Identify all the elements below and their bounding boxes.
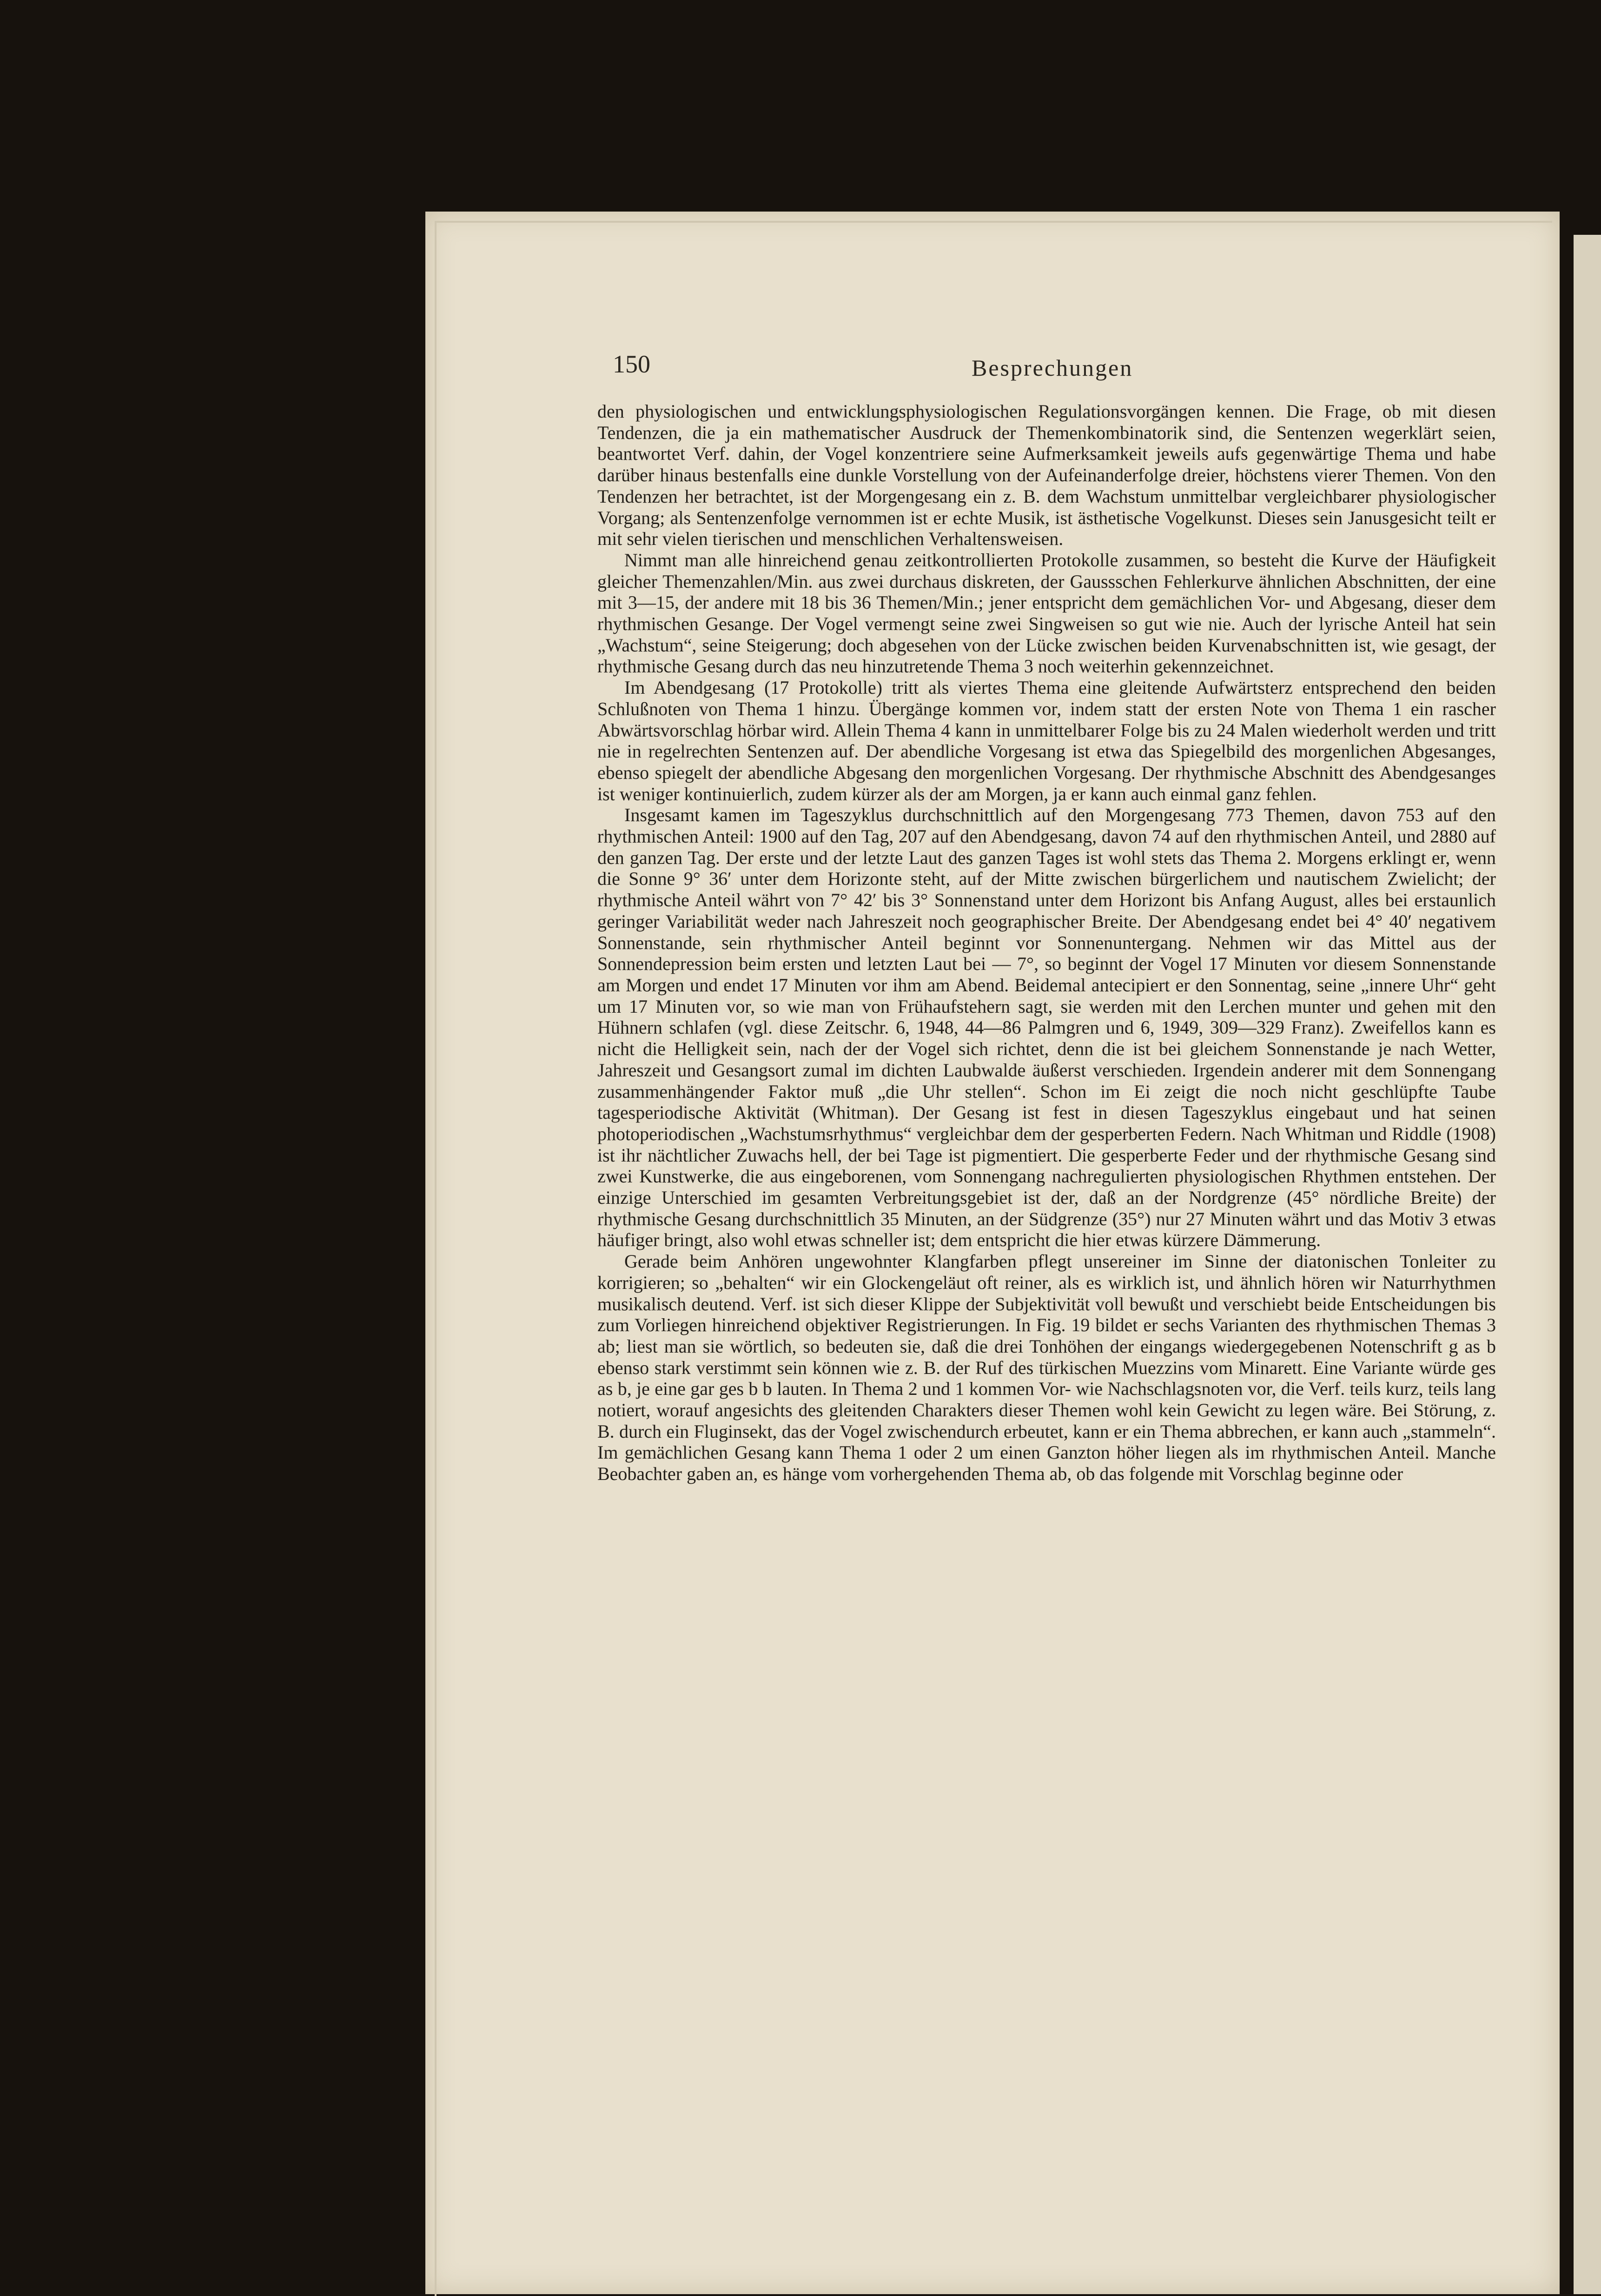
- paragraph: Insgesamt kamen im Tageszyklus durchschnittlich auf den Morgengesang 773 Themen, davon 753 auf den rhythmischen Anteil: 1900 auf den Tag, 207 auf den Abendgesang, davon 74 auf den rhythmischen Anteil, und 2880 auf den ganzen Tag. Der erste und der letzte Laut des ganzen Tages ist wohl stets das Thema 2. Morgens erklingt er, wenn die Sonne 9° 36′ unter dem Horizonte steht, auf der Mitte zwischen bürgerlichem und nautischem Zwielicht; der rhythmische Anteil währt von 7° 42′ bis 3° Sonnenstand unter dem Horizont bis Anfang August, alles bei erstaunlich geringer Variabilität weder nach Jahreszeit noch geographischer Breite. Der Abendgesang endet bei 4° 40′ negativem Sonnenstande, sein rhythmischer Anteil beginnt vor Sonnenuntergang. Nehmen wir das Mittel aus der Sonnendepression beim ersten und letzten Laut bei — 7°, so beginnt der Vogel 17 Minuten vor diesem Sonnenstande am Morgen und endet 17 Minuten vor ihm am Abend. Beidemal antecipiert er den Sonnentag, seine „innere Uhr“ geht um 17 Minuten vor, so wie man von Frühaufstehern sagt, sie werden mit den Lerchen munter und gehen mit den Hühnern schlafen (vgl. diese Zeitschr. 6, 1948, 44—86 Palmgren und 6, 1949, 309—329 Franz). Zweifellos kann es nicht die Helligkeit sein, nach der der Vogel sich richtet, denn die ist bei gleichem Sonnenstande je nach Wetter, Jahreszeit und Gesangsort zumal im dichten Laubwalde äußerst verschieden. Irgendein anderer mit dem Sonnengang zusammenhängender Faktor muß „die Uhr stellen“. Schon im Ei zeigt die noch nicht geschlüpfte Taube tagesperiodische Aktivität (Whitman). Der Gesang ist fest in diesen Tageszyklus eingebaut und hat seinen photoperiodischen „Wachstumsrhythmus“ vergleichbar dem der gesperberten Federn. Nach Whitman und Riddle (1908) ist ihr nächtlicher Zuwachs hell, der bei Tage ist pigmentiert. Die gesperberte Feder und der rhythmische Gesang sind zwei Kunstwerke, die aus eingeborenen, vom Sonnengang nachregulierten physiologischen Rhythmen entstehen. Der einzige Unterschied im gesamten Verbreitungsgebiet ist der, daß an der Nordgrenze (45° nördliche Breite) der rhythmische Gesang durchschnittlich 35 Minuten, an der Südgrenze (35°) nur 27 Minuten währt und das Motiv 3 etwas häufiger bringt, also wohl etwas schneller ist; dem entspricht die hier etwas kürzere Dämmerung.: [597, 804, 1496, 1251]
- page-number: 150: [613, 350, 650, 378]
- paragraph: Im Abendgesang (17 Protokolle) tritt als viertes Thema eine gleitende Aufwärtsterz entsprechend den beiden Schlußnoten von Thema 1 hinzu. Übergänge kommen vor, indem statt der ersten Note von Thema 1 ein rascher Abwärtsvorschlag hörbar wird. Allein Thema 4 kann in unmittelbarer Folge bis zu 24 Malen wiederholt werden und tritt nie in regelrechten Sentenzen auf. Der abendliche Vorgesang ist etwa das Spiegelbild des morgenlichen Abgesanges, ebenso spiegelt der abendliche Abgesang den morgenlichen Vorgesang. Der rhythmische Abschnitt des Abendgesanges ist weniger kontinuierlich, zudem kürzer als der am Morgen, ja er kann auch einmal ganz fehlen.: [597, 677, 1496, 804]
- paragraph: den physiologischen und entwicklungsphysiologischen Regulationsvorgängen kennen. Die Frage, ob mit diesen Tendenzen, die ja ein mathematischer Ausdruck der Themenkombinatorik sind, die Sentenzen wegerklärt seien, beantwortet Verf. dahin, der Vogel konzentriere seine Aufmerksamkeit jeweils aufs gegenwärtige Thema und habe darüber hinaus bestenfalls eine dunkle Vorstellung von der Aufeinanderfolge dreier, höchstens vierer Themen. Von den Tendenzen her betrachtet, ist der Morgengesang ein z. B. dem Wachstum unmittelbar vergleichbarer physiologischer Vorgang; als Sentenzenfolge vernommen ist er echte Musik, ist ästhetische Vogelkunst. Dieses sein Janusgesicht teilt er mit sehr vielen tierischen und menschlichen Verhaltensweisen.: [597, 401, 1496, 550]
- body-text: [597, 401, 1496, 1898]
- paragraph: Nimmt man alle hinreichend genau zeitkontrollierten Protokolle zusammen, so besteht die Kurve der Häufigkeit gleicher Themenzahlen/Min. aus zwei durchaus diskreten, der Gaussschen Fehlerkurve ähnlichen Abschnitten, der eine mit 3—15, der andere mit 18 bis 36 Themen/Min.; jener entspricht dem gemächlichen Vor- und Abgesang, dieser dem rhythmischen Gesange. Der Vogel vermengt seine zwei Singweisen so gut wie nie. Auch der lyrische Anteil hat sein „Wachstum“, seine Steigerung; doch abgesehen von der Lücke zwischen beiden Kurvenabschnitten ist, wie gesagt, der rhythmische Gesang durch das neu hinzutretende Thema 3 noch weiterhin gekennzeichnet.: [597, 549, 1496, 677]
- adjacent-page-edge: [1574, 235, 1601, 2294]
- paragraph: Gerade beim Anhören ungewohnter Klangfarben pflegt unsereiner im Sinne der diatonischen Tonleiter zu korrigieren; so „behalten“ wir ein Glockengeläut oft reiner, als es wirklich ist, und ähnlich hören wir Naturrhythmen musikalisch deutend. Verf. ist sich dieser Klippe der Subjektivität voll bewußt und verschiebt beide Entscheidungen bis zum Vorliegen hinreichend objektiver Registrierungen. In Fig. 19 bildet er sechs Varianten des rhythmischen Themas 3 ab; liest man sie wörtlich, so bedeuten sie, daß die drei Tonhöhen der eingangs wiedergegebenen Notenschrift g as b ebenso stark verstimmt sein können wie z. B. der Ruf des türkischen Muezzins vom Minarett. Eine Variante würde ges as b, je eine gar ges b b lauten. In Thema 2 und 1 kommen Vor- wie Nachschlagsnoten vor, die Verf. teils kurz, teils lang notiert, worauf angesichts des gleitenden Charakters dieser Themen wohl kein Gewicht zu legen wäre. Bei Störung, z. B. durch ein Fluginsekt, das der Vogel zwischendurch erbeutet, kann er ein Thema abbrechen, er kann auch „stammeln“. Im gemächlichen Gesang kann Thema 1 oder 2 um einen Ganzton höher liegen als im rhythmischen Anteil. Manche Beobachter gaben an, es hänge vom vorhergehenden Thema ab, ob das folgende mit Vorschlag beginne oder: [597, 1251, 1496, 1485]
- running-head: Besprechungen: [972, 355, 1133, 381]
